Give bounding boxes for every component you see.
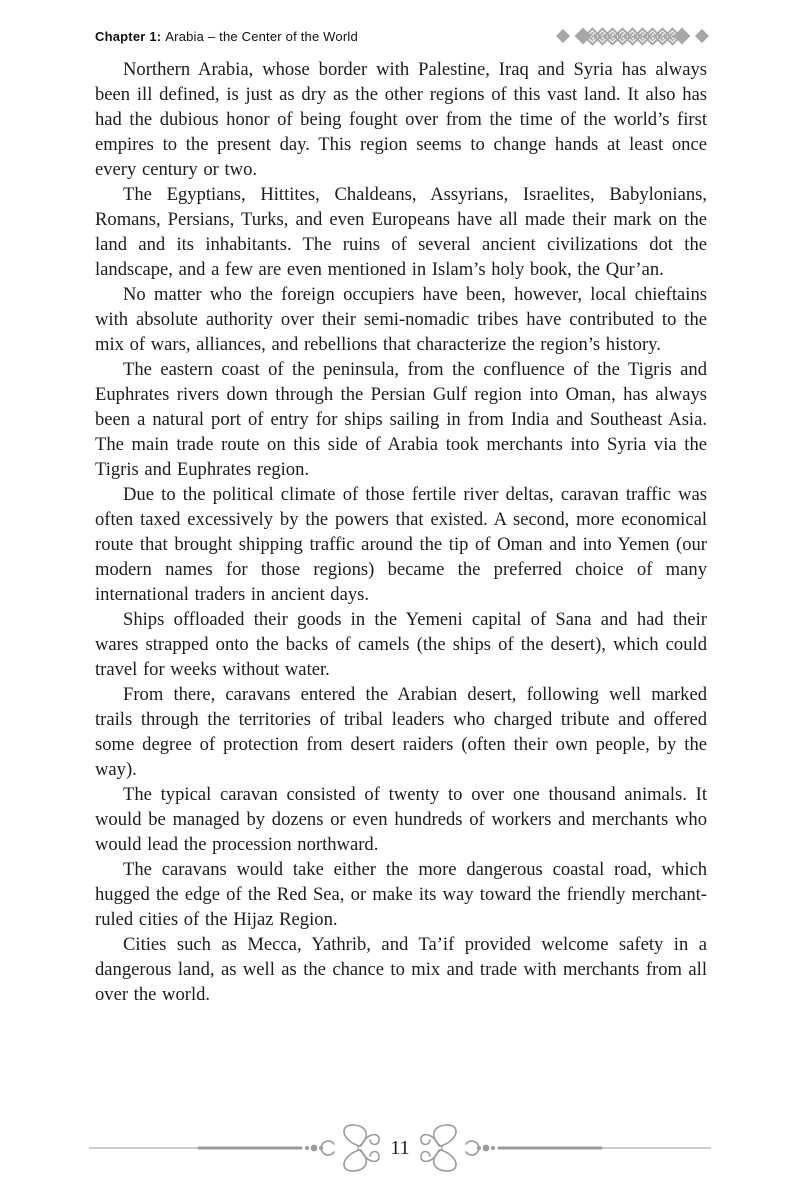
paragraph: From there, caravans entered the Arabian desert, following well marked trails through the territories of tribal leaders who charged tribute and offered some degree of protection from desert raiders (often their own people, by the way).: [95, 684, 707, 780]
body-paragraphs: [95, 57, 707, 1007]
paragraph: Ships offloaded their goods in the Yemeni capital of Sana and had their wares strapped onto the backs of camels (the ships of the desert), which could travel for weeks without water.: [95, 609, 707, 680]
paragraph: Cities such as Mecca, Yathrib, and Ta’if provided welcome safety in a dangerous land, as well as the chance to mix and trade with merchants from all over the world.: [95, 934, 707, 1005]
page-header: [95, 26, 707, 46]
paragraph: No matter who the foreign occupiers have been, however, local chieftains with absolute authority over their semi-nomadic tribes have contributed to the mix of wars, alliances, and rebellions that characterize the region’s history.: [95, 284, 707, 355]
diamond-chain-ornament-icon: [558, 26, 707, 46]
paragraph: Due to the political climate of those fertile river deltas, caravan traffic was often taxed excessively by the powers that existed. A second, more economical route that brought shipping traffic around the tip of Oman and into Yemen (our modern names for those regions) became the preferred choice of many international traders in ancient days.: [95, 484, 707, 605]
solid-diamond-icon: [556, 29, 570, 43]
paragraph: The Egyptians, Hittites, Chaldeans, Assyrians, Israelites, Babylonians, Romans, Persians, Turks, and even Europeans have all made their mark on the land and its inhabitants. The ruins of several ancient civilizations dot the landscape, and a few are even mentioned in Islam’s holy book, the Qur’an.: [95, 184, 707, 280]
paragraph: Northern Arabia, whose border with Palestine, Iraq and Syria has always been ill defined, is just as dry as the other regions of this vast land. It also has had the dubious honor of being fought over from the time of the world’s first empires to the present day. This region seems to change hands at least once every century or two.: [95, 59, 707, 180]
solid-diamond-icon: [695, 29, 709, 43]
page-footer: [0, 1118, 800, 1178]
footer-flourish-left-icon: [87, 1120, 382, 1176]
paragraph: The typical caravan consisted of twenty to over one thousand animals. It would be managed by dozens or even hundreds of workers and merchants who would lead the procession northward.: [95, 784, 707, 855]
chapter-title: Arabia – the Center of the World: [165, 28, 358, 44]
chapter-label: Chapter 1:: [95, 28, 162, 44]
paragraph: The eastern coast of the peninsula, from the confluence of the Tigris and Euphrates rivers down through the Persian Gulf region into Oman, has always been a natural port of entry for ships sailing in from India and Southeast Asia. The main trade route on this side of Arabia took merchants into Syria via the Tigris and Euphrates region.: [95, 359, 707, 480]
footer-flourish-right-icon: [418, 1120, 713, 1176]
running-head: [95, 29, 358, 44]
page-number: 11: [390, 1137, 410, 1159]
paragraph: The caravans would take either the more dangerous coastal road, which hugged the edge of the Red Sea, or make its way toward the friendly merchant-ruled cities of the Hijaz Region.: [95, 859, 707, 930]
